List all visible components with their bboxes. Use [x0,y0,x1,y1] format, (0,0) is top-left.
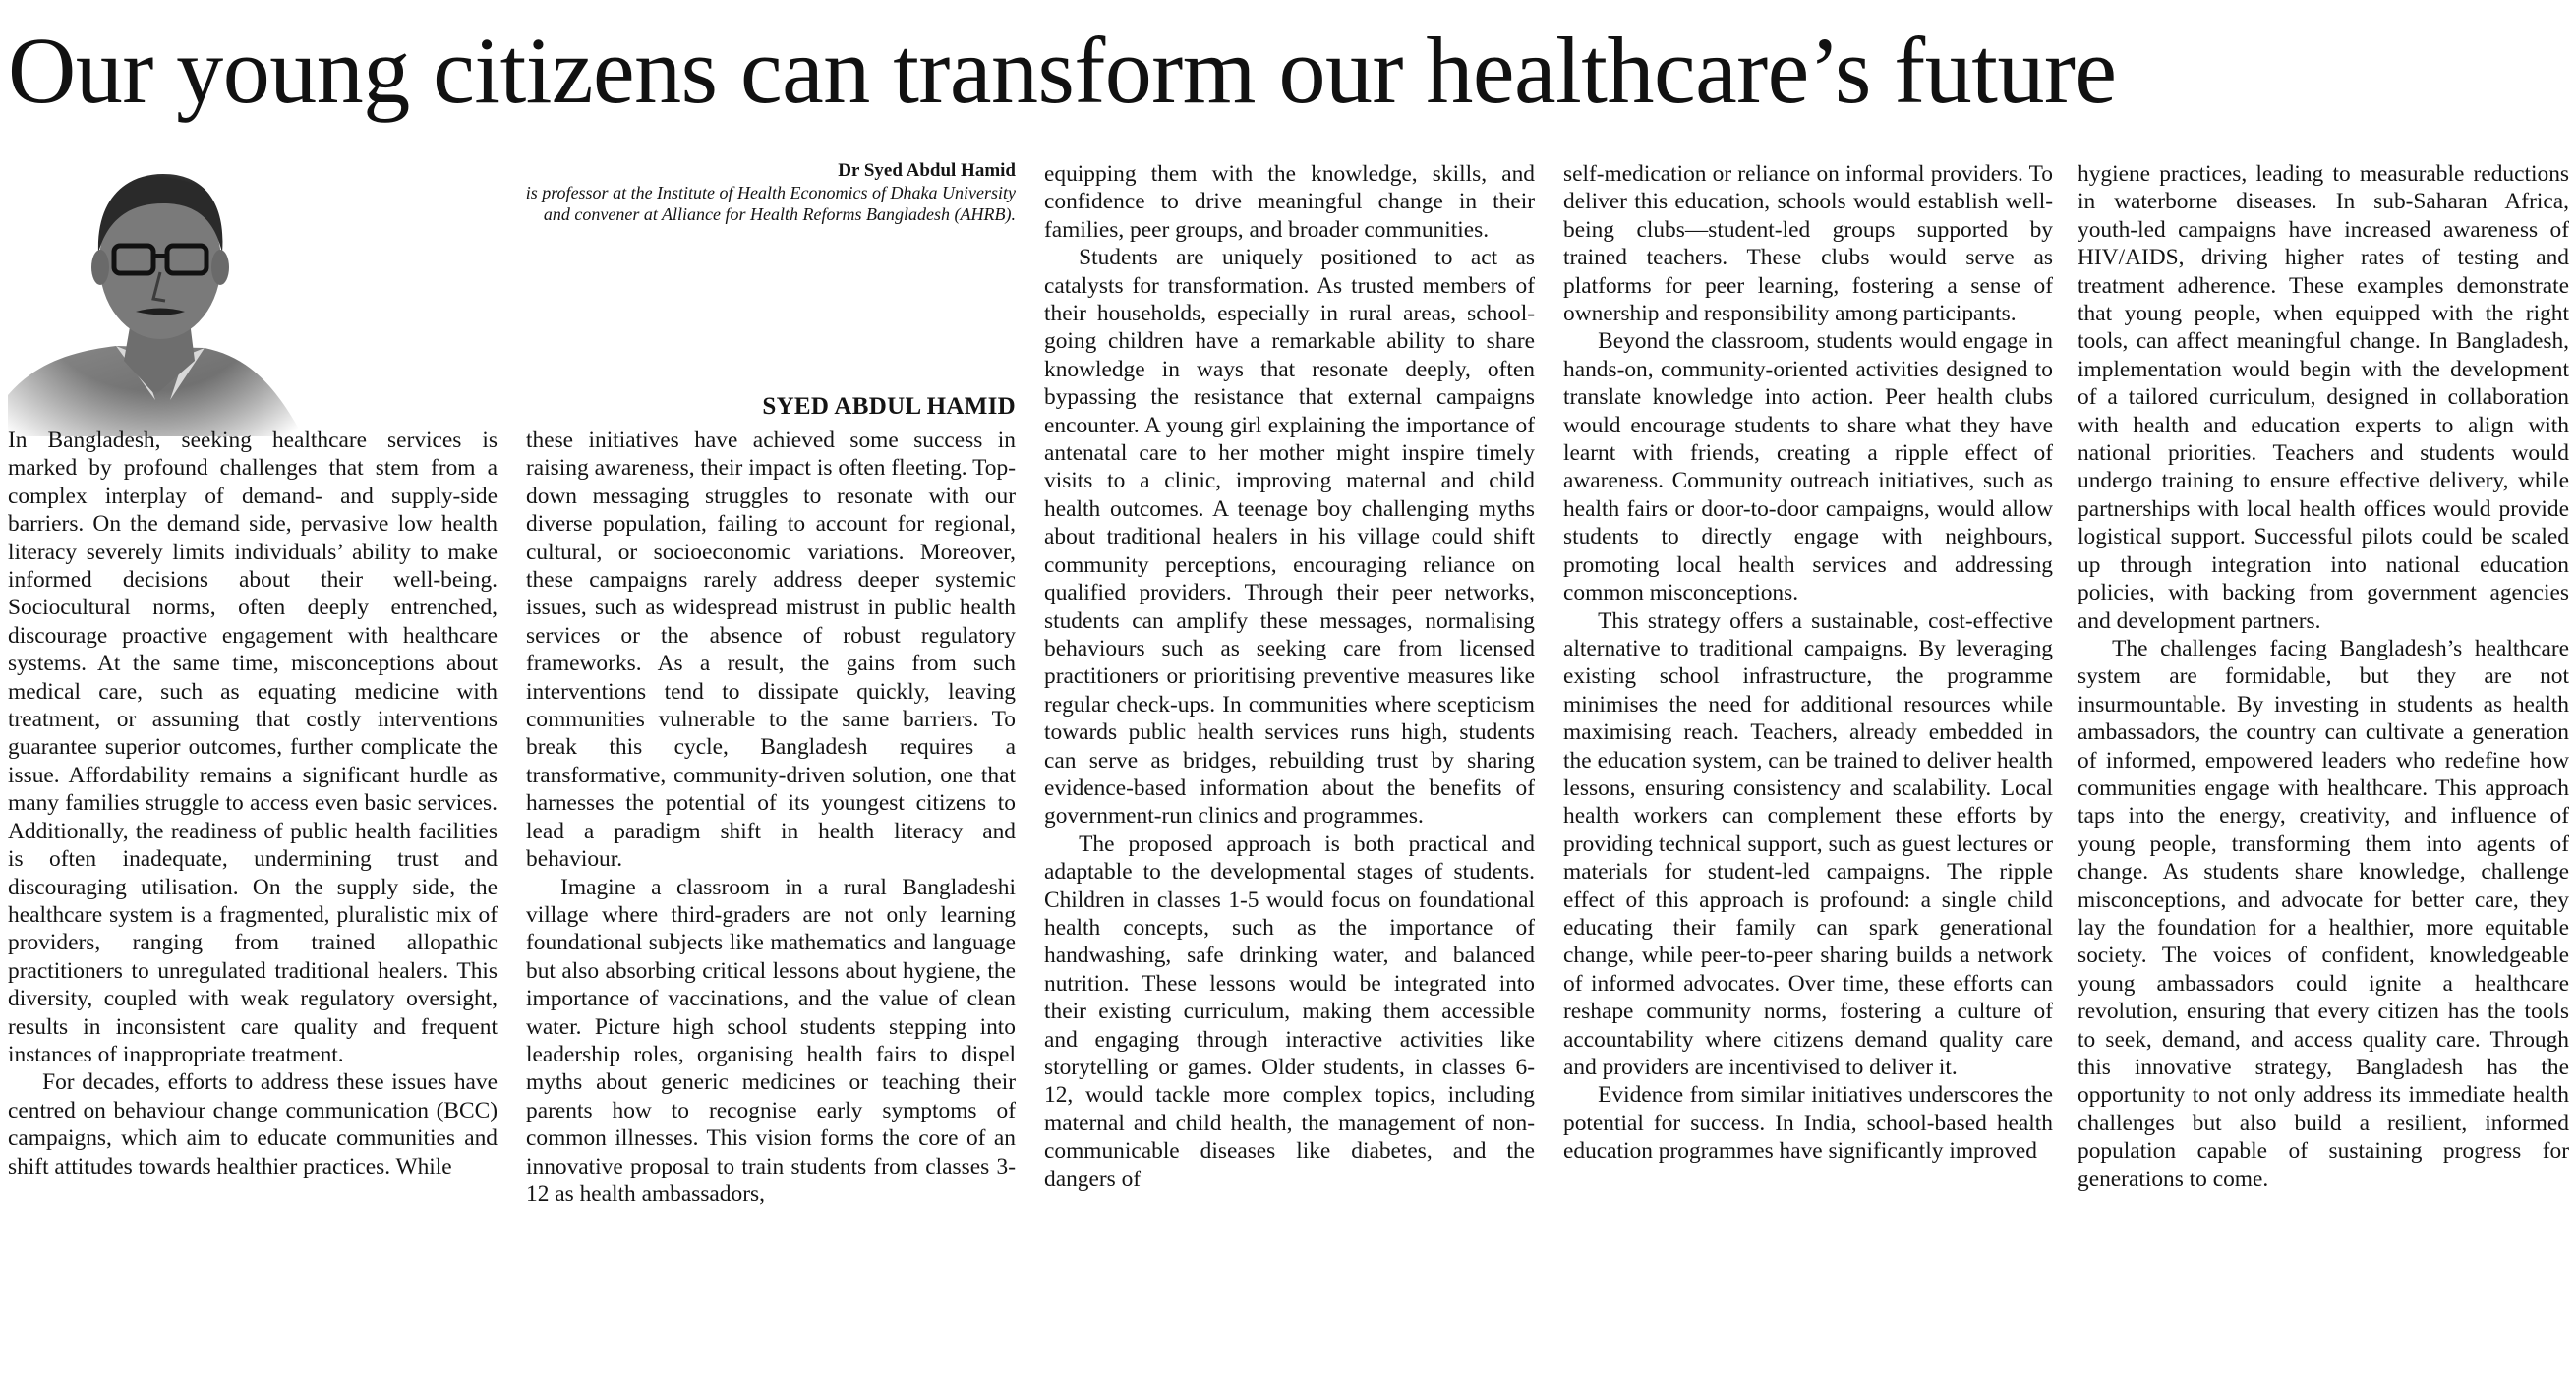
author-name-caps: SYED ABDUL HAMID [762,393,1016,420]
paragraph: Beyond the classroom, students would engage in hands-on, community-oriented activities designed to translate knowledge into action. Peer health clubs would encourage students to share what they have learnt with friends, creating a ripple effect of awareness. Community outreach initiatives, such as health fairs or door-to-door campaigns, would allow students to directly engage with neighbours, promoting local health services and addressing common misconceptions. [1563,328,2053,606]
article-column-3 [1044,160,1535,1362]
headline: Our young citizens can transform our healthcare’s future [8,18,2117,123]
byline-name: Dr Syed Abdul Hamid [838,160,1016,181]
byline-description: is professor at the Institute of Health Economics of Dhaka University and convener at Alliance for Health Reforms Bangladesh (AHRB). [525,183,1016,224]
byline [511,159,1016,225]
paragraph: The proposed approach is both practical and adaptable to the developmental stages of students. Children in classes 1-5 would focus on foundational health concepts, such as the importance of handwashing, safe drinking water, and balanced nutrition. These lessons would be integrated into their existing curriculum, making them accessible and engaging through interactive activities like storytelling or games. Older students, in classes 6-12, would tackle more complex topics, including maternal and child health, the management of non-communicable diseases like diabetes, and the dangers of [1044,831,1535,1192]
paragraph: Evidence from similar initiatives underscores the potential for success. In India, school-based health education programmes have significantly improved [1563,1082,2053,1165]
article-column-5 [2078,160,2569,1362]
paragraph: Imagine a classroom in a rural Bangladeshi village where third-graders are not only learning foundational subjects like mathematics and language but also absorbing critical lessons about hygiene, the importance of vaccinations, and the value of clean water. Picture high school students stepping into leadership roles, organising health fairs to dispel myths about generic medicines or teaching their parents how to recognise early symptoms of common illnesses. This vision forms the core of an innovative proposal to train students from classes 3-12 as health ambassadors, [526,874,1016,1207]
paragraph: For decades, efforts to address these issues have centred on behaviour change communication (BCC) campaigns, which aim to educate communities and shift attitudes towards healthier practices. While [8,1069,498,1179]
paragraph: hygiene practices, leading to measurable reductions in waterborne diseases. In sub-Saharan Africa, youth-led campaigns have increased awareness of HIV/AIDS, driving higher rates of testing and treatment adherence. These examples demonstrate that young people, when equipped with the right tools, can affect meaningful change. In Bangladesh, implementation would begin with the development of a tailored curriculum, designed in collaboration with health and education experts to align with national priorities. Teachers and students would undergo training to ensure effective delivery, while partnerships with local health offices would provide logistical support. Successful pilots could be scaled up through integration into national education policies, with backing from government agencies and development partners. [2078,161,2569,634]
paragraph: This strategy offers a sustainable, cost-effective alternative to traditional campaigns. By leveraging existing school infrastructure, the programme minimises the need for additional resources while maximising reach. Teachers, already embedded in the education system, can be trained to deliver health lessons, ensuring consistency and scalability. Local health workers can complement these efforts by providing technical support, such as guest lectures or materials for student-led campaigns. The ripple effect of this approach is profound: a single child educating their family can spark generational change, while peer-to-peer sharing builds a network of informed advocates. Over time, these efforts can reshape community norms, fostering a culture of accountability where citizens demand quality care and providers are incentivised to deliver it. [1563,607,2053,1080]
paragraph: In Bangladesh, seeking healthcare services is marked by profound challenges that stem from a complex interplay of demand- and supply-side barriers. On the demand side, pervasive low health literacy severely limits individuals’ ability to make informed decisions about their well-being. Sociocultural norms, often deeply entrenched, discourage proactive engagement with healthcare systems. At the same time, misconceptions about medical care, such as equating medicine with treatment, or assuming that costly interventions guarantee superior outcomes, further complicate the issue. Affordability remains a significant hurdle as many families struggle to access even basic services. Additionally, the readiness of public health facilities is often inadequate, undermining trust and discouraging utilisation. On the supply side, the healthcare system is a fragmented, pluralistic mix of providers, ranging from trained allopathic practitioners to unregulated traditional healers. This diversity, coupled with weak regulatory oversight, results in inconsistent care quality and frequent instances of inappropriate treatment. [8,428,498,1067]
paragraph: these initiatives have achieved some success in raising awareness, their impact is often fleeting. Top-down messaging struggles to resonate with our diverse population, failing to account for regional, cultural, or socioeconomic variations. Moreover, these campaigns rarely address deeper systemic issues, such as widespread mistrust in public health services or the absence of robust regulatory frameworks. As a result, the gains from such interventions tend to dissipate quickly, leaving communities vulnerable to the same barriers. To break this cycle, Bangladesh requires a transformative, community-driven solution, one that harnesses the potential of its youngest citizens to lead a paradigm shift in health literacy and behaviour. [526,428,1016,873]
article-column-1 [8,427,498,1362]
paragraph: equipping them with the knowledge, skills, and confidence to drive meaningful change in their families, peer groups, and broader communities. [1044,161,1535,243]
paragraph: The challenges facing Bangladesh’s healthcare system are formidable, but they are not insurmountable. By investing in students as health ambassadors, the country can cultivate a generation of informed, empowered leaders who redefine how communities engage with healthcare. This approach taps into the energy, creativity, and influence of young people, transforming them into agents of change. As students share knowledge, challenge misconceptions, and advocate for better care, they lay the foundation for a healthier, more equitable society. The voices of confident, knowledgeable young ambassadors could ignite a healthcare revolution, ensuring that every citizen has the tools to seek, demand, and access quality care. Through this innovative strategy, Bangladesh has the opportunity to not only address its immediate health challenges but also build a resilient, informed population capable of sustaining progress for generations to come. [2078,635,2569,1192]
paragraph: self-medication or reliance on informal providers. To deliver this education, schools would establish well-being clubs—student-led groups supported by trained teachers. These clubs would serve as platforms for peer learning, fostering a sense of ownership and responsibility among participants. [1563,161,2053,327]
article-column-2 [526,427,1016,1362]
paragraph: Students are uniquely positioned to act as catalysts for transformation. As trusted members of their households, especially in rural areas, school-going children have a remarkable ability to share knowledge in ways that resonate deeply, often bypassing the resistance that external campaigns encounter. A young girl explaining the importance of antenatal care to her mother might inspire timely visits to a clinic, improving maternal and child health outcomes. A teenage boy challenging myths about traditional healers in his village could shift community perceptions, encouraging reliance on qualified providers. Through their peer networks, students can amplify these messages, normalising behaviours such as seeking care from licensed practitioners or prioritising preventive measures like regular check-ups. In communities where scepticism towards public health services runs high, students can serve as bridges, rebuilding trust by sharing evidence-based information about the benefits of government-run clinics and programmes. [1044,245,1535,830]
article-column-4 [1563,160,2053,1362]
author-photo [8,159,324,436]
